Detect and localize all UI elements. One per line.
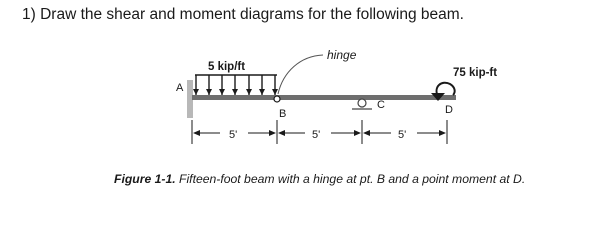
- moment-label: 75 kip-ft: [453, 67, 498, 79]
- point-label-d: D: [445, 104, 453, 116]
- dimension-label-cd: 5': [398, 129, 407, 141]
- distributed-load: [193, 75, 278, 95]
- hinge-pointer: [278, 55, 323, 94]
- hinge-b: [274, 96, 280, 102]
- point-label-c: C: [377, 99, 385, 111]
- beam: [192, 95, 456, 100]
- dimension-label-ab: 5': [229, 129, 238, 141]
- figure-caption-text: Fifteen-foot beam with a hinge at pt. B and a point moment at D.: [175, 172, 526, 186]
- load-label: 5 kip/ft: [208, 61, 246, 73]
- figure-caption: [114, 172, 525, 186]
- hinge-label: hinge: [327, 48, 357, 62]
- problem-statement: 1) Draw the shear and moment diagrams for the following beam.: [22, 6, 464, 23]
- point-label-b: B: [279, 108, 287, 120]
- dimension-label-bc: 5': [312, 129, 321, 141]
- roller-support-c: [352, 99, 372, 109]
- figure-caption-label: Figure 1-1.: [114, 172, 176, 186]
- point-label-a: A: [176, 82, 184, 94]
